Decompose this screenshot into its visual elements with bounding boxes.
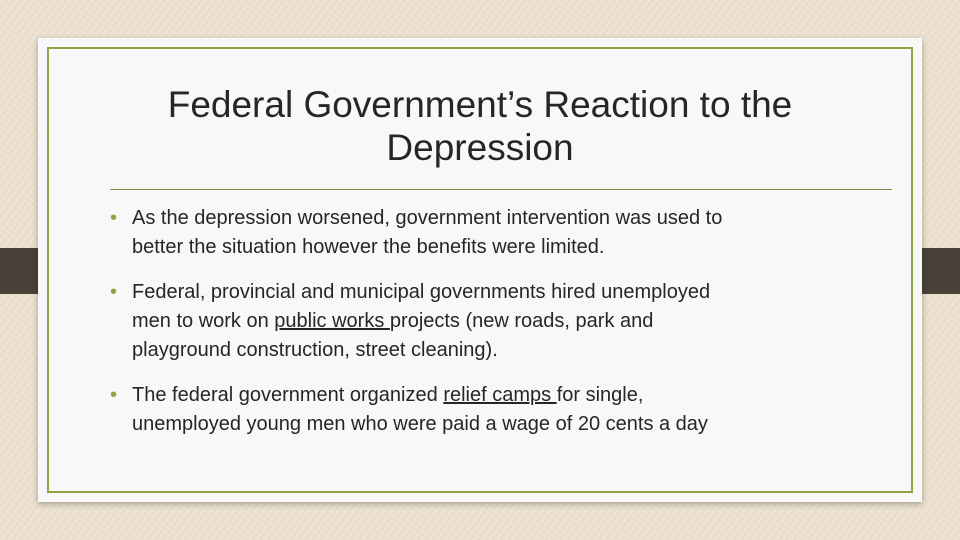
bullet-marker: • xyxy=(110,281,118,303)
bullet-3-line-1-start: The federal government organized xyxy=(132,384,444,406)
slide-title xyxy=(68,83,892,169)
relief-camps-term: relief camps xyxy=(443,384,557,406)
public-works-term: public works xyxy=(274,310,390,332)
bullet-3-line-1 xyxy=(132,381,902,410)
bullet-1-line-1: As the depression worsened, government intervention was used to xyxy=(132,207,723,229)
bullet-item-2 xyxy=(110,278,902,365)
bullet-item-3 xyxy=(110,381,902,439)
slide-card xyxy=(38,38,922,502)
bullet-2-line-2-end: projects (new roads, park and xyxy=(389,310,654,332)
title-divider xyxy=(110,189,892,190)
bullet-2-line-2 xyxy=(132,307,902,336)
bullet-marker: • xyxy=(110,384,118,406)
bullet-item-1 xyxy=(110,204,902,262)
bullet-2-line-1: Federal, provincial and municipal governments hired unemployed xyxy=(132,281,711,303)
title-line-2: Depression xyxy=(386,127,574,168)
bullet-3-line-1-end: for single, xyxy=(556,384,644,406)
bullet-3-line-2: unemployed young men who were paid a wage of 20 cents a day xyxy=(132,413,708,435)
bullet-2-line-2-start: men to work on xyxy=(132,310,275,332)
bullet-2-line-3: playground construction, street cleaning). xyxy=(132,339,498,361)
title-line-1: Federal Government’s Reaction to the xyxy=(167,84,793,125)
bullet-list xyxy=(110,204,902,455)
bullet-1-line-2: better the situation however the benefits were limited. xyxy=(132,236,605,258)
bullet-marker: • xyxy=(110,207,118,229)
